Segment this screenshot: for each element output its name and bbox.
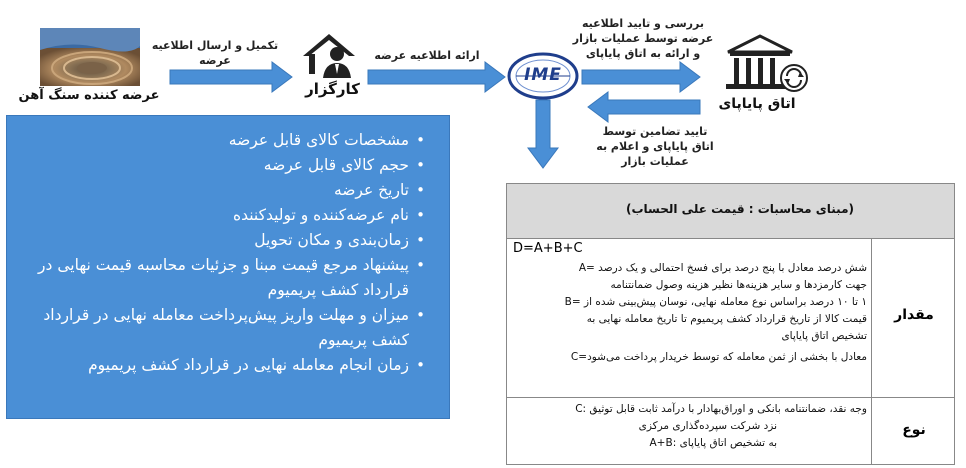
amount-formula: D=A+B+C (513, 241, 583, 256)
type-ab-line1: به تشخیص اتاق پایاپای :A+B (649, 437, 777, 449)
requirement-item: • مشخصات کالای قابل عرضه (17, 128, 425, 153)
amount-b-line3: تشخیص اتاق پایاپای (781, 330, 867, 342)
iron-ore-icon (40, 28, 140, 86)
broker-house-icon (297, 30, 367, 80)
amount-a-line1: شش درصد معادل با پنج درصد برای فسخ احتمالی و یک درصد =A (578, 262, 867, 274)
supplier-to-broker-line2: عرضه (199, 54, 231, 67)
type-lines (511, 401, 867, 452)
amount-b-line2: قیمت کالا از تاریخ قرارداد کشف پریمیوم تا تاریخ معامله نهایی به (586, 313, 867, 325)
type-label: نوع (902, 422, 926, 438)
arrow-exchange-down (528, 100, 558, 168)
broker-to-exchange-line1: ارائه اطلاعیه عرضه (374, 49, 480, 62)
arrow-exchange-to-clearing (582, 62, 700, 92)
requirement-item: • حجم کالای قابل عرضه (17, 153, 425, 178)
amount-a-line2: جهت کارمزدها و سایر هزینه‌ها نظیر هزینه وصول ضمانتنامه (610, 279, 867, 291)
requirement-item: • پیشنهاد مرجع قیمت مبنا و جزئیات محاسبه قیمت نهایی در قرارداد کشف پریمیوم (17, 253, 425, 303)
type-c-line1: وجه نقد، ضمانتنامه بانکی و اوراق‌بهادار با درآمد ثابت قابل توثیق :C (575, 403, 867, 415)
requirement-item: • نام عرضه‌کننده و تولیدکننده (17, 203, 425, 228)
requirement-item: • زمان‌بندی و مکان تحویل (17, 228, 425, 253)
bank-building-icon (716, 34, 816, 94)
exchange-to-clearing-label (568, 16, 718, 61)
amount-content-cell (506, 238, 872, 398)
requirement-item: • زمان انجام معامله نهایی در قرارداد کشف پریمیوم (17, 353, 425, 378)
clearing-to-exchange-line2: اتاق پایاپای و اعلام به (596, 140, 714, 153)
amount-b-line1: ۱ تا ۱۰ درصد براساس نوع معامله نهایی، نوسان پیش‌بینی شده از =B (564, 296, 867, 308)
type-label-cell (871, 397, 955, 465)
supplier-label: عرضه کننده سنگ آهن (18, 88, 160, 103)
broker-to-exchange-label (372, 48, 482, 63)
type-content-cell (506, 397, 872, 465)
broker-node (295, 30, 370, 110)
amount-c-line1: معادل با بخشی از ثمن معامله که توسط خریدار پرداخت می‌شود=C (570, 351, 867, 363)
table-header-text: (مبنای محاسبات : قیمت علی الحساب) (625, 202, 854, 216)
clearing-node (712, 34, 822, 124)
clearing-to-exchange-line3: عملیات بازار (621, 155, 689, 168)
arrow-clearing-to-exchange (588, 92, 700, 122)
amount-label: مقدار (894, 307, 934, 323)
clearing-label: اتاق پایاپای (718, 96, 796, 112)
supplier-node (18, 28, 160, 118)
broker-label: کارگزار (305, 80, 360, 98)
exchange-to-clearing-line1: بررسی و تایید اطلاعیه (582, 17, 704, 30)
amount-label-cell (871, 238, 955, 398)
clearing-to-exchange-label (590, 124, 720, 169)
ime-logo-text: IME (524, 65, 562, 85)
exchange-to-clearing-line2: عرضه توسط عملیات بازار (572, 32, 714, 45)
supplier-to-broker-line1: تکمیل و ارسال اطلاعیه (151, 39, 279, 52)
type-c-line2: نزد شرکت سپرده‌گذاری مرکزی (638, 420, 777, 432)
requirements-list (7, 116, 449, 378)
requirements-box (6, 115, 450, 419)
clearing-to-exchange-line1: تایید تضامین توسط (602, 125, 708, 138)
calculation-table (506, 183, 955, 465)
requirement-item: • میزان و مهلت واریز پیش‌پرداخت معامله نهایی در قرارداد کشف پریمیوم (17, 303, 425, 353)
table-header (506, 183, 955, 239)
exchange-to-clearing-line3: و ارائه به اتاق پایاپای (585, 47, 701, 60)
requirement-item: • تاریخ عرضه (17, 178, 425, 203)
amount-lines (511, 260, 867, 366)
arrow-broker-to-exchange (368, 62, 505, 92)
supplier-to-broker-label (150, 38, 280, 68)
